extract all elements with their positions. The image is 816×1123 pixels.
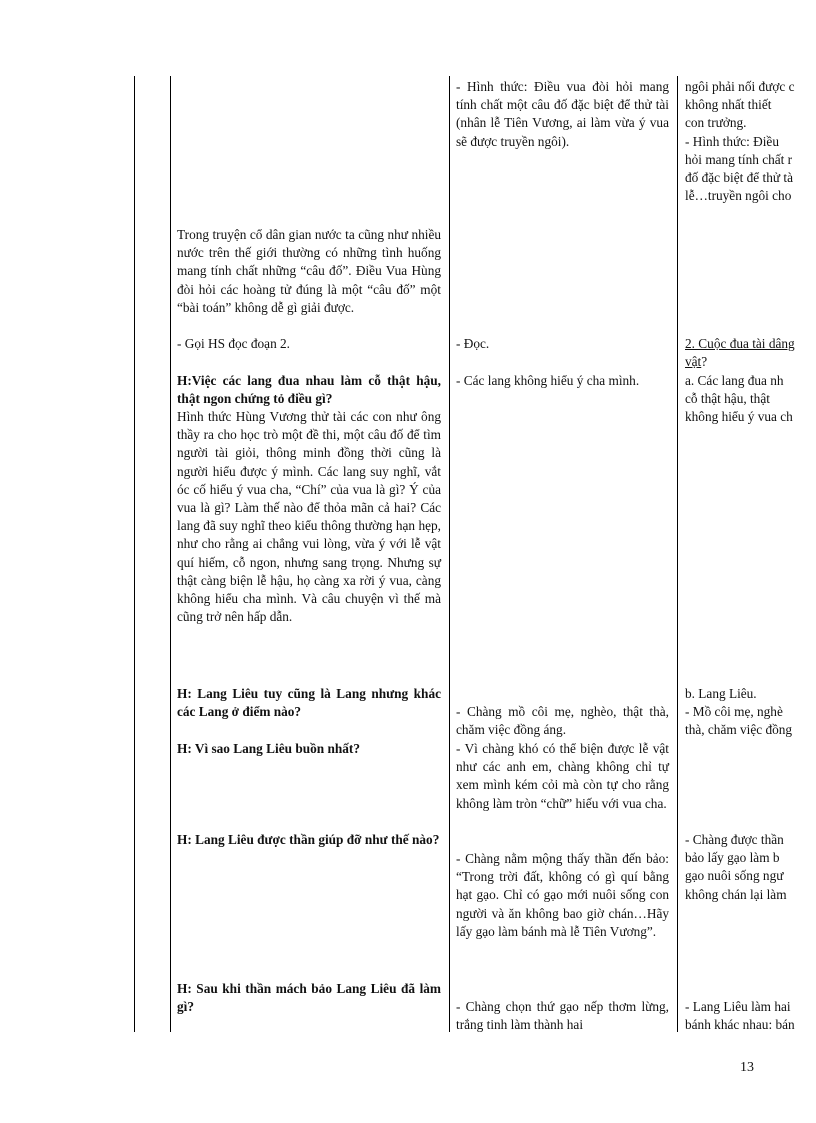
section-2-heading: 2. Cuộc đua tài dâng vật? [685,336,795,370]
answer-2: - Chàng mồ côi mẹ, nghèo, thật thà, chăm việc đồng áng. [456,704,669,738]
answer-3: - Vì chàng khó có thể biện được lễ vật như các anh em, chàng không chỉ tự xem mình kém cỏi mà còn tự cho rằng không làm tròn “chữ” hiếu với vua cha. [456,741,669,811]
question-1: H:Việc các lang đua nhau làm cỗ thật hậu, thật ngon chứng tỏ điều gì? [177,373,441,407]
question-3: H: Vì sao Lang Liêu buồn nhất? [177,741,361,756]
content-block-c: - Chàng được thần bảo lấy gạo làm b gạo nuôi sống ngư không chán lại làm [685,832,787,902]
content-block-a: a. Các lang đua nh cỗ thật hậu, thật không hiểu ý vua ch [685,373,793,425]
question-4: H: Lang Liêu được thần giúp đỡ như thế nào? [177,832,440,847]
answer-form: - Hình thức: Điều vua đòi hỏi mang tính chất một câu đố đặc biệt để thử tài (nhân lễ Tiên Vương, ai làm vừa ý vua sẽ được truyền ngôi). [456,79,669,149]
table-rule-3 [677,76,678,1032]
page-number: 13 [740,1060,754,1075]
table-rule-left [134,76,135,1032]
answer-4: - Chàng nằm mộng thấy thần đến bảo: “Trong trời đất, không có gì quí bằng hạt gạo. Chỉ có gạo mới nuôi sống con người và ăn không bao giờ chán…Hãy lấy gạo làm bánh mà lễ Tiên Vương”. [456,851,669,939]
answer-1: - Các lang không hiểu ý cha mình. [456,373,640,388]
content-block-d: - Lang Liêu làm hai bánh khác nhau: bán [685,999,795,1033]
content-block-b: b. Lang Liêu. - Mồ côi mẹ, nghè thà, chăm việc đồng [685,686,793,738]
table-rule-1 [170,76,171,1032]
answer-read: - Đọc. [456,336,490,351]
content-block-1: ngôi phải nối được c không nhất thiết con trưởng. - Hình thức: Điều hỏi mang tính chất r đố đặc biệt để thử tà lễ…truyền ngôi cho [685,79,795,204]
question-5: H: Sau khi thần mách bảo Lang Liêu đã làm gì? [177,981,441,1015]
question-1-explanation: Hình thức Hùng Vương thử tài các con như ông thầy ra cho học trò một đề thi, một câu đố để tìm người tài giỏi, thông minh đồng thời cũng là người hiểu được ý mình. Các lang suy nghĩ, vắt óc cố hiểu ý vua cha, “Chí” của vua là gì? Ý của vua là gì? Làm thế nào để thỏa mãn cả hai? Các lang đã suy nghĩ theo kiểu thông thường hạn hẹp, như cho rằng ai chẳng vui lòng, vừa ý với lễ vật quí hiếm, cỗ ngon, nhưng sang trọng. Nhưng sự thật càng biện lễ hậu, họ càng xa rời ý vua, càng không hiểu cha mình. Và câu chuyện vì thế mà cũng trở nên hấp dẫn. [177,409,441,625]
answer-5: - Chàng chọn thứ gạo nếp thơm lừng, trắng tinh làm thành hai [456,999,669,1033]
intro-paragraph: Trong truyện cổ dân gian nước ta cũng như nhiều nước trên thế giới thường có những tình huống mang tính chất những “câu đố”. Điều Vua Hùng đòi hỏi các hoàng tử đúng là một “câu đố” một “bài toán” không dễ gì giải được. [177,227,441,315]
question-2: H: Lang Liêu tuy cũng là Lang nhưng khác các Lang ở điểm nào? [177,686,441,720]
table-rule-2 [449,76,450,1032]
read-request: - Gọi HS đọc đoạn 2. [177,336,291,351]
